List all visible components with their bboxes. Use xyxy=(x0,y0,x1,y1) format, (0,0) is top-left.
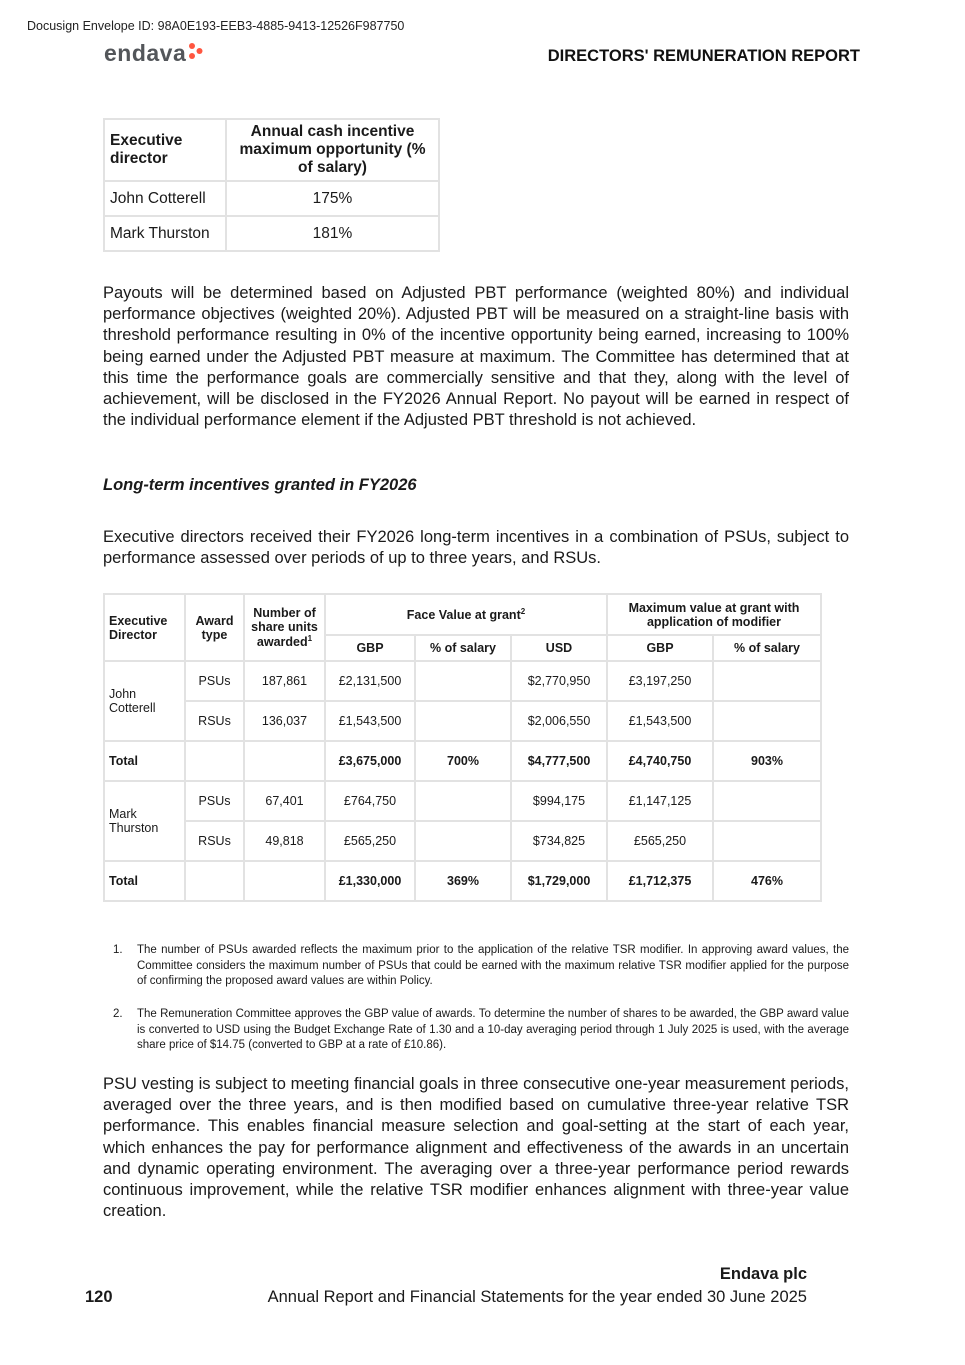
endava-mark-icon xyxy=(188,42,204,65)
total-face-usd: $4,777,500 xyxy=(511,741,607,781)
table-row xyxy=(104,181,439,216)
footnote-number: 2. xyxy=(113,1008,123,1020)
face-gbp: £1,543,500 xyxy=(325,701,415,741)
logo-text: endava xyxy=(104,40,187,66)
empty-cell xyxy=(185,861,244,901)
lti-table xyxy=(103,593,822,902)
total-row xyxy=(104,741,821,781)
max-gbp: £1,543,500 xyxy=(607,701,713,741)
header-max-gbp: GBP xyxy=(607,635,713,661)
table-row xyxy=(104,781,821,821)
face-gbp: £2,131,500 xyxy=(325,661,415,701)
face-usd: $994,175 xyxy=(511,781,607,821)
endava-logo xyxy=(104,40,204,67)
face-usd: $2,006,550 xyxy=(511,701,607,741)
section-title: DIRECTORS' REMUNERATION REPORT xyxy=(547,47,860,65)
max-gbp: £1,147,125 xyxy=(607,781,713,821)
header-cash-incentive: Annual cash incentive maximum opportunity (% of salary) xyxy=(226,119,439,181)
empty-cell xyxy=(185,741,244,781)
footnote-text: The number of PSUs awarded reflects the maximum prior to the application of the relative TSR modifier. In approving award values, the Committee considers the maximum number of PSUs that could be earned with the maximum relative TSR modifier applied for the purpose of confirming the proposed award values are within Policy. xyxy=(137,944,849,987)
footnote-2 xyxy=(113,1007,849,1054)
award-type: PSUs xyxy=(185,661,244,701)
header-face-value xyxy=(325,594,607,635)
director-name: John Cotterell xyxy=(104,181,226,216)
total-max-pct: 903% xyxy=(713,741,821,781)
face-pct-salary xyxy=(415,701,511,741)
total-face-pct: 700% xyxy=(415,741,511,781)
face-gbp: £565,250 xyxy=(325,821,415,861)
max-opportunity: 181% xyxy=(226,216,439,251)
header-face-value-label: Face Value at grant xyxy=(406,608,521,623)
director-name: John Cotterell xyxy=(104,661,185,741)
award-type: RSUs xyxy=(185,701,244,741)
footnote-text: The Remuneration Committee approves the GBP value of awards. To determine the number of shares to be awarded, the GBP award value is converted to USD using the Budget Exchange Rate of 1.30 and a 10-day averaging period through 1 July 2025 is used, with the average share price of $14.75 (converted to GBP at a rate of £10.86). xyxy=(137,1008,849,1051)
total-row xyxy=(104,861,821,901)
max-pct-salary xyxy=(713,781,821,821)
footer-company: Endava plc xyxy=(719,1265,807,1283)
max-pct-salary xyxy=(713,821,821,861)
award-type: RSUs xyxy=(185,821,244,861)
total-face-gbp: £1,330,000 xyxy=(325,861,415,901)
total-face-gbp: £3,675,000 xyxy=(325,741,415,781)
face-gbp: £764,750 xyxy=(325,781,415,821)
envelope-id: Docusign Envelope ID: 98A0E193-EEB3-4885-9413-12526F987750 xyxy=(27,19,405,33)
footnote-number: 1. xyxy=(113,944,123,956)
table-row xyxy=(104,701,821,741)
payouts-paragraph: Payouts will be determined based on Adjusted PBT performance (weighted 80%) and individual performance objectives (weighted 20%). Adjusted PBT will be measured on a straight-line basis with threshold performance resulting in 0% of the incentive opportunity being earned, increasing to 100% being earned under the Adjusted PBT measure at maximum. The Committee has determined that at this time the performance goals are commercially sensitive and that they, along with the level of achievement, will be disclosed in the FY2026 Annual Report. No payout will be earned in respect of the individual performance element if the Adjusted PBT threshold is not achieved. xyxy=(103,284,849,430)
total-label: Total xyxy=(104,741,185,781)
face-usd: $2,770,950 xyxy=(511,661,607,701)
table-row xyxy=(104,821,821,861)
share-units: 187,861 xyxy=(244,661,325,701)
total-face-pct: 369% xyxy=(415,861,511,901)
header-max-pct-salary: % of salary xyxy=(713,635,821,661)
empty-cell xyxy=(244,741,325,781)
cash-incentive-table xyxy=(103,118,440,252)
max-gbp: £3,197,250 xyxy=(607,661,713,701)
table-row xyxy=(104,216,439,251)
share-units: 136,037 xyxy=(244,701,325,741)
max-gbp: £565,250 xyxy=(607,821,713,861)
header-pct-salary: % of salary xyxy=(415,635,511,661)
face-pct-salary xyxy=(415,821,511,861)
total-face-usd: $1,729,000 xyxy=(511,861,607,901)
header-usd: USD xyxy=(511,635,607,661)
table-row xyxy=(104,661,821,701)
share-units: 67,401 xyxy=(244,781,325,821)
total-max-gbp: £1,712,375 xyxy=(607,861,713,901)
face-pct-salary xyxy=(415,781,511,821)
footnote-1 xyxy=(113,943,849,990)
director-name: Mark Thurston xyxy=(104,781,185,861)
max-opportunity: 175% xyxy=(226,181,439,216)
max-pct-salary xyxy=(713,701,821,741)
page-number: 120 xyxy=(85,1288,113,1306)
psu-vesting-paragraph: PSU vesting is subject to meeting financial goals in three consecutive one-year measurement periods, averaged over the three years, and is then modified based on cumulative three-year relative TSR performance. This enables financial measure selection and goal-setting at the start of each year, which enhances the pay for performance alignment and effectiveness of the awards in an uncertain and dynamic operating environment. The averaging over a three-year performance period rewards continuous improvement, while the relative TSR modifier enhances alignment with three-year value creation. xyxy=(103,1075,849,1221)
total-max-gbp: £4,740,750 xyxy=(607,741,713,781)
face-pct-salary xyxy=(415,661,511,701)
lti-intro-paragraph: Executive directors received their FY2026 long-term incentives in a combination of PSUs, subject to performance assessed over periods of up to three years, and RSUs. xyxy=(103,528,849,568)
footer-report-title: Annual Report and Financial Statements for the year ended 30 June 2025 xyxy=(267,1288,807,1306)
footnote-ref-1: 1 xyxy=(307,633,313,643)
header-award-type: Award type xyxy=(185,594,244,661)
share-units: 49,818 xyxy=(244,821,325,861)
max-pct-salary xyxy=(713,661,821,701)
header-gbp: GBP xyxy=(325,635,415,661)
header-share-units xyxy=(244,594,325,661)
footnote-ref-2: 2 xyxy=(520,606,526,616)
director-name: Mark Thurston xyxy=(104,216,226,251)
header-executive-director: Executive director xyxy=(104,119,226,181)
total-label: Total xyxy=(104,861,185,901)
face-usd: $734,825 xyxy=(511,821,607,861)
lti-subheading: Long-term incentives granted in FY2026 xyxy=(103,476,417,494)
header-executive-director: Executive Director xyxy=(104,594,185,661)
total-max-pct: 476% xyxy=(713,861,821,901)
header-share-units-label: Number of share units awarded xyxy=(251,605,318,650)
award-type: PSUs xyxy=(185,781,244,821)
header-max-value: Maximum value at grant with application of modifier xyxy=(607,594,821,635)
empty-cell xyxy=(244,861,325,901)
